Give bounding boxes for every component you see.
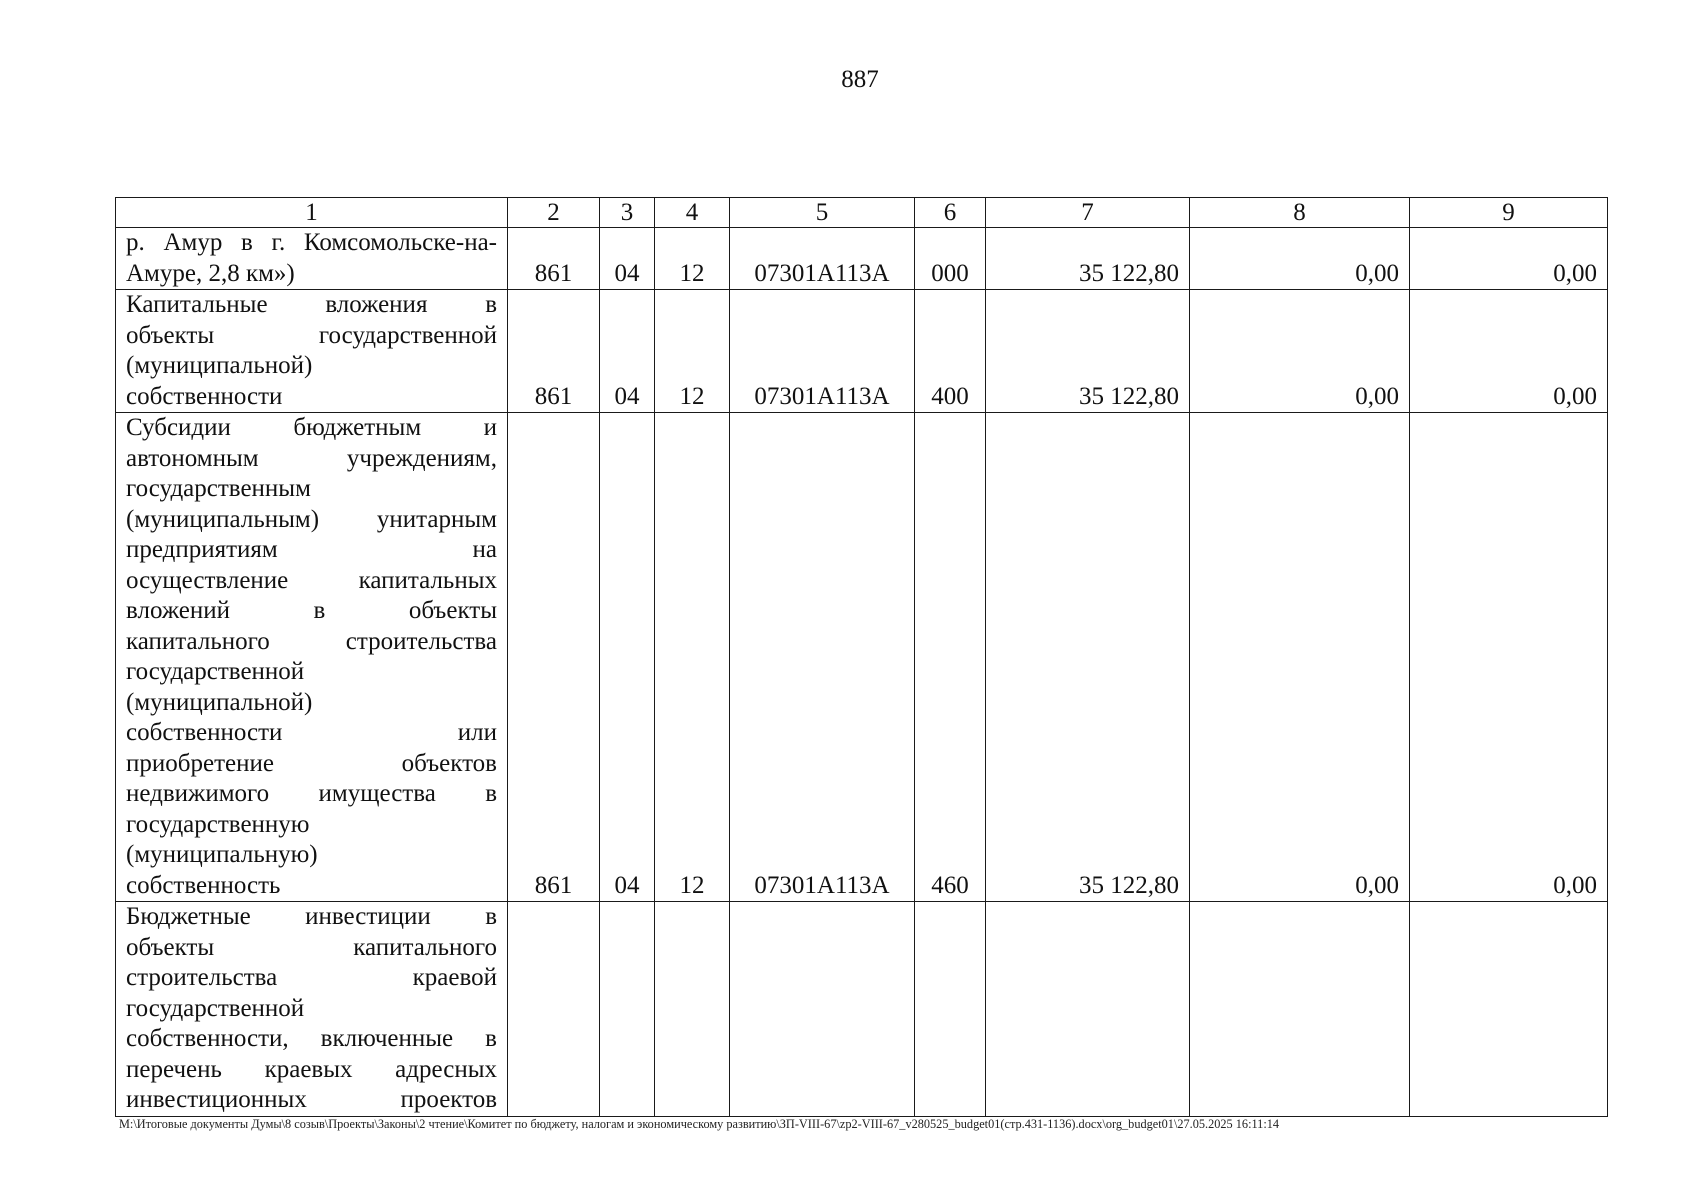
row-name-line: объекты капитального xyxy=(126,933,497,961)
cell-amount-col9 xyxy=(1410,902,1608,1117)
header-col-5: 5 xyxy=(730,198,915,228)
row-name-cell xyxy=(116,902,508,1117)
row-name-line: строительства краевой xyxy=(126,964,497,991)
header-col-3: 3 xyxy=(600,198,655,228)
cell-target-article: 07301А113А xyxy=(730,413,915,902)
cell-target-article: 07301А113А xyxy=(730,228,915,290)
row-name-line: собственности или xyxy=(126,719,497,746)
header-col-1: 1 xyxy=(116,198,508,228)
row-name-line: государственную xyxy=(126,810,310,838)
row-name-line: (муниципальной) xyxy=(126,688,313,716)
row-name-line: собственности xyxy=(126,382,283,410)
cell-amount-col8: 0,00 xyxy=(1190,413,1410,902)
row-name-line: предприятиям на xyxy=(126,536,497,563)
cell-section: 04 xyxy=(600,413,655,902)
cell-ministry-code xyxy=(508,902,600,1117)
row-name-line: государственным xyxy=(126,475,311,502)
cell-expense-type: 460 xyxy=(915,413,986,902)
cell-amount-col9: 0,00 xyxy=(1410,413,1608,902)
cell-ministry-code: 861 xyxy=(508,413,600,902)
cell-section xyxy=(600,902,655,1117)
row-name-line: перечень краевых адресных xyxy=(126,1055,497,1083)
cell-expense-type: 400 xyxy=(915,290,986,413)
cell-section: 04 xyxy=(600,228,655,290)
row-name-line: (муниципальной) xyxy=(126,352,313,379)
header-col-4: 4 xyxy=(655,198,730,228)
row-name-line: вложений в объекты xyxy=(126,597,497,624)
header-col-7: 7 xyxy=(986,198,1190,228)
cell-subsection: 12 xyxy=(655,413,730,902)
row-name-line: (муниципальную) xyxy=(126,841,318,868)
row-name-line: государственной xyxy=(126,994,305,1022)
cell-amount-col7 xyxy=(986,902,1190,1117)
row-name-cell xyxy=(116,290,508,413)
header-col-6: 6 xyxy=(915,198,986,228)
cell-amount-col9: 0,00 xyxy=(1410,290,1608,413)
cell-subsection: 12 xyxy=(655,228,730,290)
table-row xyxy=(116,902,1608,1117)
table-row xyxy=(116,290,1608,413)
row-name-line: (муниципальным) унитарным xyxy=(126,505,497,533)
table-row xyxy=(116,228,1608,290)
header-col-8: 8 xyxy=(1190,198,1410,228)
cell-subsection: 12 xyxy=(655,290,730,413)
row-name-line: автономным учреждениям, xyxy=(126,444,497,472)
header-col-2: 2 xyxy=(508,198,600,228)
cell-expense-type: 000 xyxy=(915,228,986,290)
cell-amount-col8 xyxy=(1190,902,1410,1117)
cell-amount-col7: 35 122,80 xyxy=(986,290,1190,413)
row-name-line: недвижимого имущества в xyxy=(126,780,497,807)
row-name-line: Капитальные вложения в xyxy=(126,291,497,318)
cell-amount-col7: 35 122,80 xyxy=(986,228,1190,290)
cell-target-article xyxy=(730,902,915,1117)
row-name-cell xyxy=(116,228,508,290)
row-name-line: объекты государственной xyxy=(126,321,497,349)
cell-amount-col8: 0,00 xyxy=(1190,290,1410,413)
row-name-cell xyxy=(116,413,508,902)
cell-target-article: 07301А113А xyxy=(730,290,915,413)
row-name-line: Амуре, 2,8 км») xyxy=(126,259,295,287)
row-name-line: собственности, включенные в xyxy=(126,1025,497,1052)
row-name-line: приобретение объектов xyxy=(126,749,497,777)
row-name-line: р. Амур в г. Комсомольске-на- xyxy=(126,229,497,256)
cell-subsection xyxy=(655,902,730,1117)
cell-amount-col7: 35 122,80 xyxy=(986,413,1190,902)
footer-file-path: М:\Итоговые документы Думы\8 созыв\Проекты\Законы\2 чтение\Комитет по бюджету, налогам и экономическому развитию\ЗП-VIII-67\zp2-VIII-67_v280525_budget01(стр.431-1136).docx\org_budget01\27.05.2025 16:11:14 xyxy=(119,1117,1280,1131)
cell-ministry-code: 861 xyxy=(508,290,600,413)
cell-amount-col8: 0,00 xyxy=(1190,228,1410,290)
row-name-line: капитального строительства xyxy=(126,627,497,655)
table-header-row xyxy=(116,198,1608,228)
row-name-line: осуществление капитальных xyxy=(126,566,497,594)
budget-table xyxy=(115,197,1608,1117)
row-name-line: инвестиционных проектов xyxy=(126,1086,497,1113)
cell-ministry-code: 861 xyxy=(508,228,600,290)
row-name-line: собственность xyxy=(126,871,281,899)
table-row xyxy=(116,413,1608,902)
header-col-9: 9 xyxy=(1410,198,1608,228)
cell-section: 04 xyxy=(600,290,655,413)
page-number: 887 xyxy=(841,66,879,93)
cell-amount-col9: 0,00 xyxy=(1410,228,1608,290)
row-name-line: Бюджетные инвестиции в xyxy=(126,903,497,930)
row-name-line: государственной xyxy=(126,658,305,685)
cell-expense-type xyxy=(915,902,986,1117)
row-name-line: Субсидии бюджетным и xyxy=(126,414,497,441)
